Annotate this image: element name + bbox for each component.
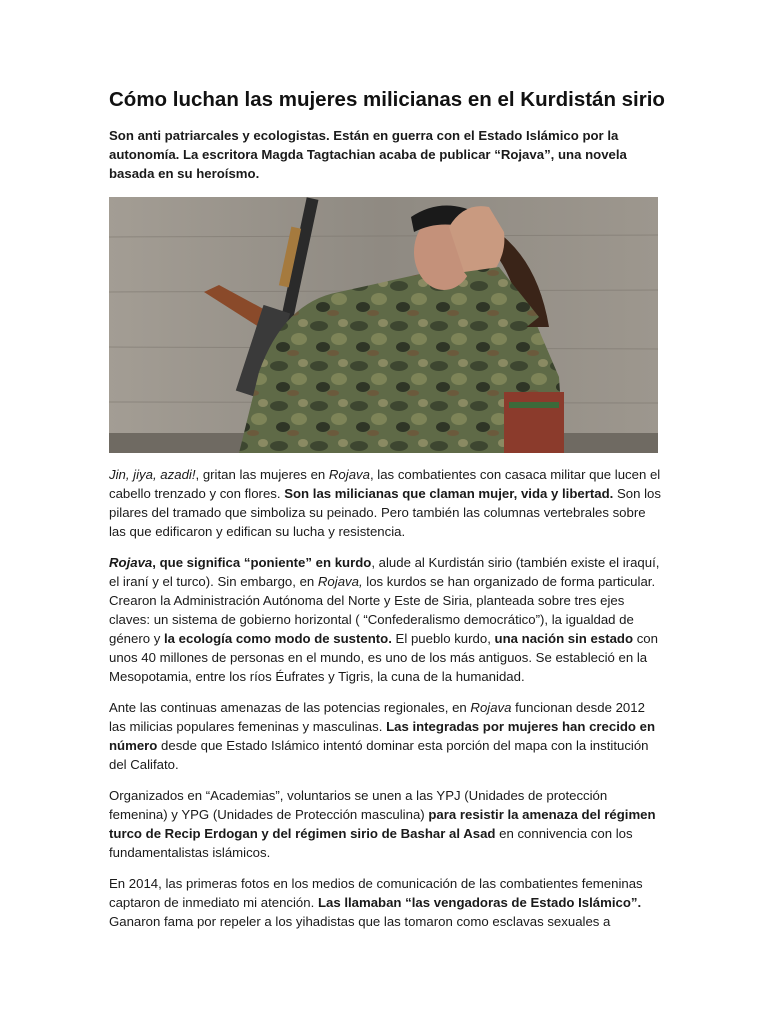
paragraph-text-run: para resistir la amenaza del régimen turco de Recip Erdogan y del régimen sirio de Bashar al Asad <box>109 807 656 841</box>
paragraph-text-run: Rojava <box>470 700 512 715</box>
article-photo <box>109 197 658 453</box>
paragraph-text-run: Las integradas por mujeres han crecido en número <box>109 719 656 753</box>
paragraph-text-run: Rojava <box>328 467 370 482</box>
paragraph-text-run: funcionan desde 2012 las milicias populares femeninas y masculinas. <box>109 700 645 734</box>
paragraph-text-run: con unos 40 millones de personas en el mundo, es uno de los más antiguos. Se estableció en la Mesopotamia, entre los ríos Éufrates y Tigris, la cuna de la humanidad. <box>109 631 658 684</box>
paragraph-text-run: los kurdos se han organizado de forma particular. Crearon la Administración Autónoma del Norte y Este de Siria, planteada sobre tres ejes claves: un sistema de gobierno horizontal ( “Confederalismo democrático”), la igualdad de género y <box>109 574 656 646</box>
article-paragraph <box>109 786 661 862</box>
paragraph-text-run: El pueblo kurdo, <box>391 631 495 646</box>
article-paragraph <box>109 874 661 931</box>
paragraph-text-run: una nación sin estado <box>494 631 634 646</box>
paragraph-text-run: , alude al Kurdistán sirio (también existe el iraquí, el iraní y el turco). Sin embargo, en <box>109 555 660 589</box>
paragraph-text-run: , gritan las mujeres en <box>195 467 329 482</box>
paragraph-text-run: Ante las continuas amenazas de las potencias regionales, en <box>109 700 471 715</box>
paragraph-text-run: Rojava, <box>317 574 363 589</box>
paragraph-text-run: Son los pilares del tramado que simboliza su peinado. Pero también las columnas vertebrales sobre las que edificaron y edifican su lucha y resistencia. <box>109 486 661 539</box>
paragraph-text-run: Las llamaban “las vengadoras de Estado Islámico”. <box>317 895 642 910</box>
paragraph-text-run: Son las milicianas que claman mujer, vida y libertad. <box>284 486 614 501</box>
paragraph-text-run: Organizados en “Academias”, voluntarios se unen a las YPJ (Unidades de protección femenina) y YPG (Unidades de Protección masculina) <box>109 788 608 822</box>
article-lead: Son anti patriarcales y ecologistas. Están en guerra con el Estado Islámico por la autonomía. La escritora Magda Tagtachian acaba de publicar “Rojava”, una novela basada en su heroísmo. <box>109 128 627 181</box>
article-paragraph <box>109 465 661 541</box>
photo-militia-woman <box>109 197 658 453</box>
paragraph-text-run: desde que Estado Islámico intentó dominar esta porción del mapa con la institución del Califato. <box>109 738 649 772</box>
paragraph-text-run: en connivencia con los fundamentalistas islámicos. <box>109 826 633 860</box>
paragraph-text-run: Rojava <box>109 555 153 570</box>
paragraph-text-run: la ecología como modo de sustento. <box>164 631 392 646</box>
article-paragraph <box>109 553 661 686</box>
paragraph-text-run: , las combatientes con casaca militar que lucen el cabello trenzado y con flores. <box>109 467 661 501</box>
paragraph-text-run: Jin, jiya, azadi! <box>109 467 196 482</box>
article-title: Cómo luchan las mujeres milicianas en el Kurdistán sirio <box>109 88 665 111</box>
article-paragraph <box>109 698 661 774</box>
paragraph-text-run: En 2014, las primeras fotos en los medios de comunicación de las combatientes femeninas captaron de inmediato mi atención. <box>109 876 643 910</box>
paragraph-text-run: , que significa “poniente” en kurdo <box>152 555 372 570</box>
article-body <box>109 465 661 943</box>
paragraph-text-run: Ganaron fama por repeler a los yihadistas que las tomaron como esclavas sexuales a <box>109 914 611 929</box>
